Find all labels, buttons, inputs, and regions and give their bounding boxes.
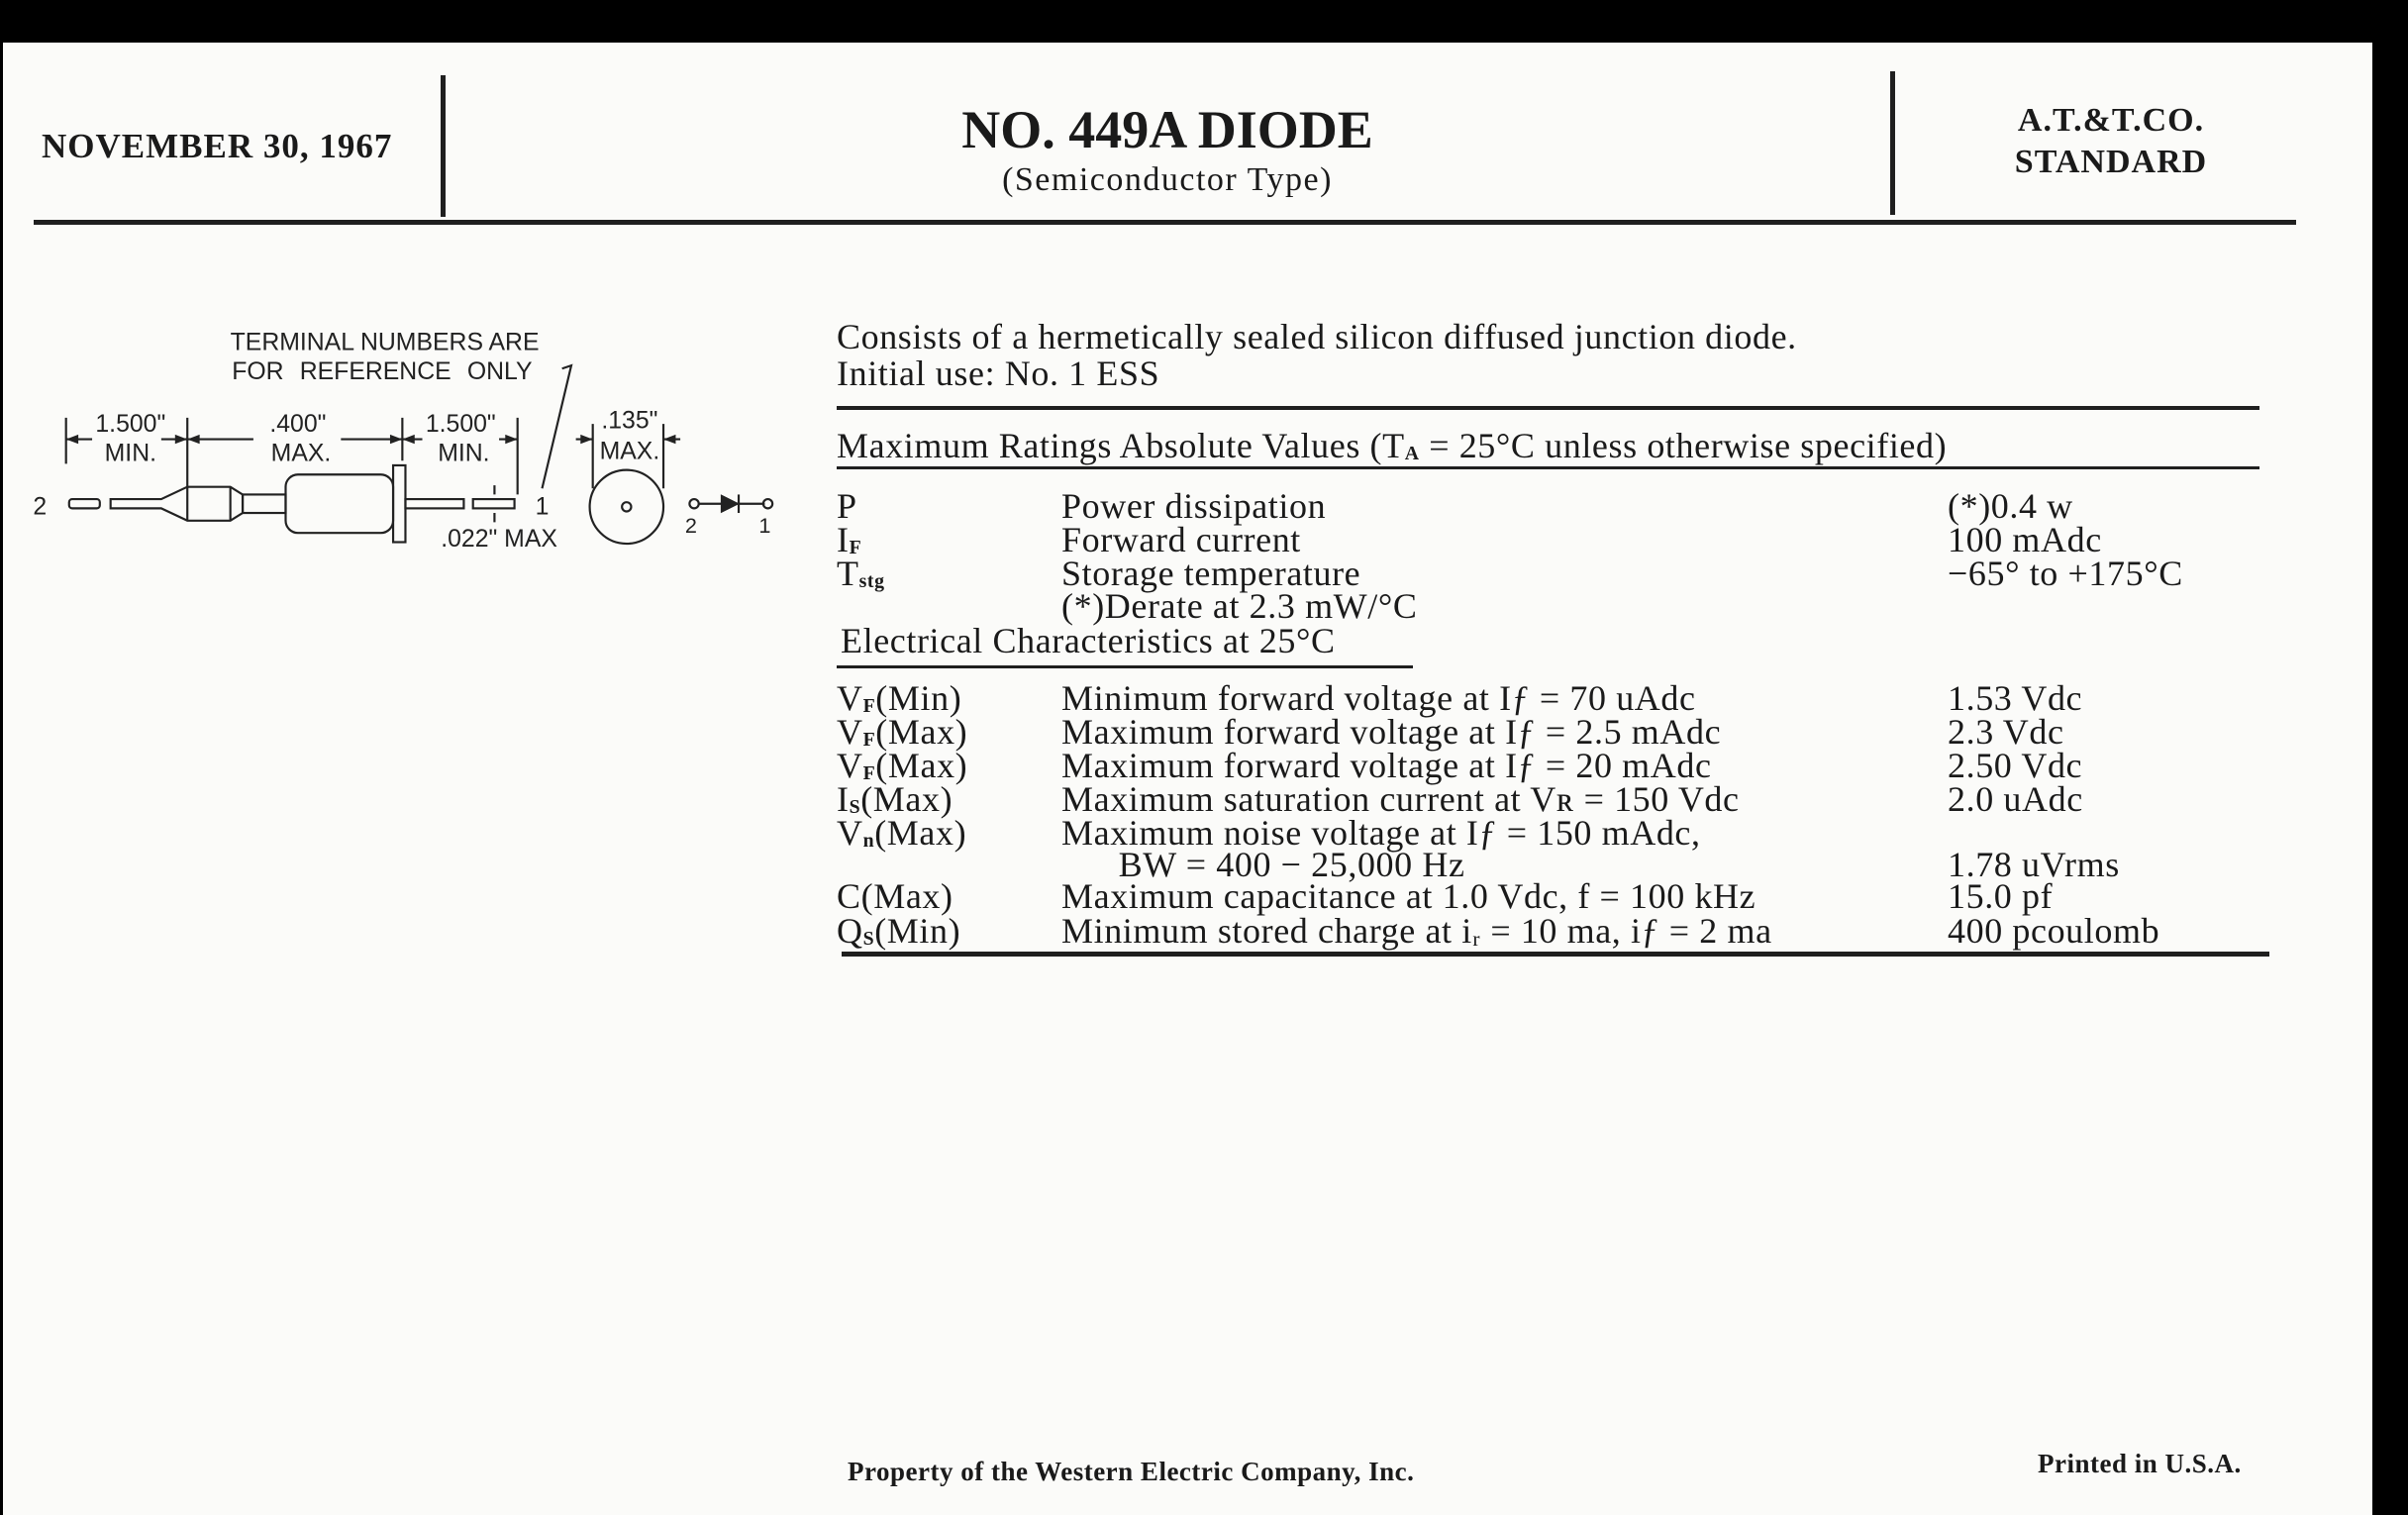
description-line: Consists of a hermetically sealed silicon diffused junction diode. — [837, 317, 1797, 356]
ratings-top-rule — [837, 406, 2259, 410]
terminal-2-label: 2 — [33, 493, 48, 521]
param-description: Maximum forward voltage at Iƒ = 2.5 mAdc — [1061, 712, 1722, 752]
initial-use-line: Initial use: No. 1 ESS — [837, 354, 1160, 393]
document-date: NOVEMBER 30, 1967 — [42, 127, 393, 165]
dim2-label: MAX. — [270, 440, 332, 467]
electrical-heading-rule — [837, 665, 1413, 668]
org-line-2: STANDARD — [2014, 144, 2208, 180]
dim3-label: MIN. — [438, 440, 490, 467]
param-value: 1.53 Vdc — [1948, 678, 2083, 718]
param-symbol: Vn(Max) — [837, 813, 967, 853]
param-value: 400 pcoulomb — [1948, 911, 2160, 951]
param-symbol: C(Max) — [837, 876, 953, 916]
param-description: Maximum saturation current at Vʀ = 150 Vdc — [1061, 779, 1740, 819]
terminal-1-label: 1 — [535, 493, 550, 521]
param-value: 1.78 uVrms — [1948, 845, 2120, 884]
param-value: 100 mAdc — [1948, 520, 2102, 559]
param-value: 15.0 pf — [1948, 876, 2054, 916]
param-description: Forward current — [1061, 520, 1301, 559]
param-description: Maximum forward voltage at Iƒ = 20 mAdc — [1061, 746, 1712, 785]
diode-symbol-icon — [689, 494, 772, 513]
derate-note: (*)Derate at 2.3 mW/°C — [1061, 586, 1418, 626]
end-view-circle — [590, 470, 663, 544]
param-symbol: VF(Max) — [837, 746, 968, 785]
electrical-heading: Electrical Characteristics at 25°C — [841, 621, 1336, 660]
param-description: Minimum stored charge at iᵣ = 10 ma, iƒ = 2 ma — [1061, 911, 1772, 951]
param-description: Storage temperature — [1061, 554, 1361, 593]
org-line-1: A.T.&T.CO. — [2017, 102, 2205, 139]
param-symbol: VF(Min) — [837, 678, 962, 718]
param-value: −65° to +175°C — [1948, 554, 2183, 593]
page-subtitle: (Semiconductor Type) — [1002, 161, 1333, 198]
param-description: Maximum noise voltage at Iƒ = 150 mAdc, — [1061, 813, 1701, 853]
terminal-note-line1: TERMINAL NUMBERS ARE — [230, 329, 540, 356]
dim1-value: 1.500" — [95, 410, 166, 438]
property-notice: Property of the Western Electric Company, Inc. — [848, 1457, 1415, 1486]
param-description: Maximum capacitance at 1.0 Vdc, f = 100 kHz — [1061, 876, 1756, 916]
lead-diameter-label: .022" MAX — [441, 526, 557, 554]
max-ratings-heading: Maximum Ratings Absolute Values (TA = 25°C unless otherwise specified) — [837, 426, 1948, 465]
table-bottom-rule — [842, 952, 2269, 957]
end-view-lead — [622, 502, 631, 511]
leader-line — [543, 365, 571, 488]
printed-notice: Printed in U.S.A. — [2038, 1449, 2242, 1478]
ratings-header-rule — [837, 466, 2259, 469]
symbol-terminal-2: 2 — [684, 513, 697, 539]
param-symbol: IF — [837, 520, 862, 559]
param-symbol: IS(Max) — [837, 779, 953, 819]
param-description: Power dissipation — [1061, 486, 1327, 526]
param-value: 2.0 uAdc — [1948, 779, 2083, 819]
param-symbol: VF(Max) — [837, 712, 968, 752]
param-value: 2.50 Vdc — [1948, 746, 2083, 785]
terminal-note-line2: FOR REFERENCE ONLY — [232, 358, 533, 386]
param-value: (*)0.4 w — [1948, 486, 2073, 526]
dim4-value: .135" — [601, 407, 658, 435]
symbol-terminal-1: 1 — [758, 513, 771, 539]
param-description: BW = 400 − 25,000 Hz — [1061, 845, 1465, 884]
dim4-label: MAX. — [599, 438, 660, 465]
param-symbol: QS(Min) — [837, 911, 961, 951]
param-value: 2.3 Vdc — [1948, 712, 2064, 752]
dim3-value: 1.500" — [425, 410, 496, 438]
dim1-label: MIN. — [104, 440, 157, 467]
param-description: Minimum forward voltage at Iƒ = 70 uAdc — [1061, 678, 1696, 718]
page-title: NO. 449A DIODE — [961, 100, 1373, 159]
param-symbol: P — [837, 486, 857, 526]
param-symbol: Tstg — [837, 554, 885, 593]
dim2-value: .400" — [269, 410, 327, 438]
